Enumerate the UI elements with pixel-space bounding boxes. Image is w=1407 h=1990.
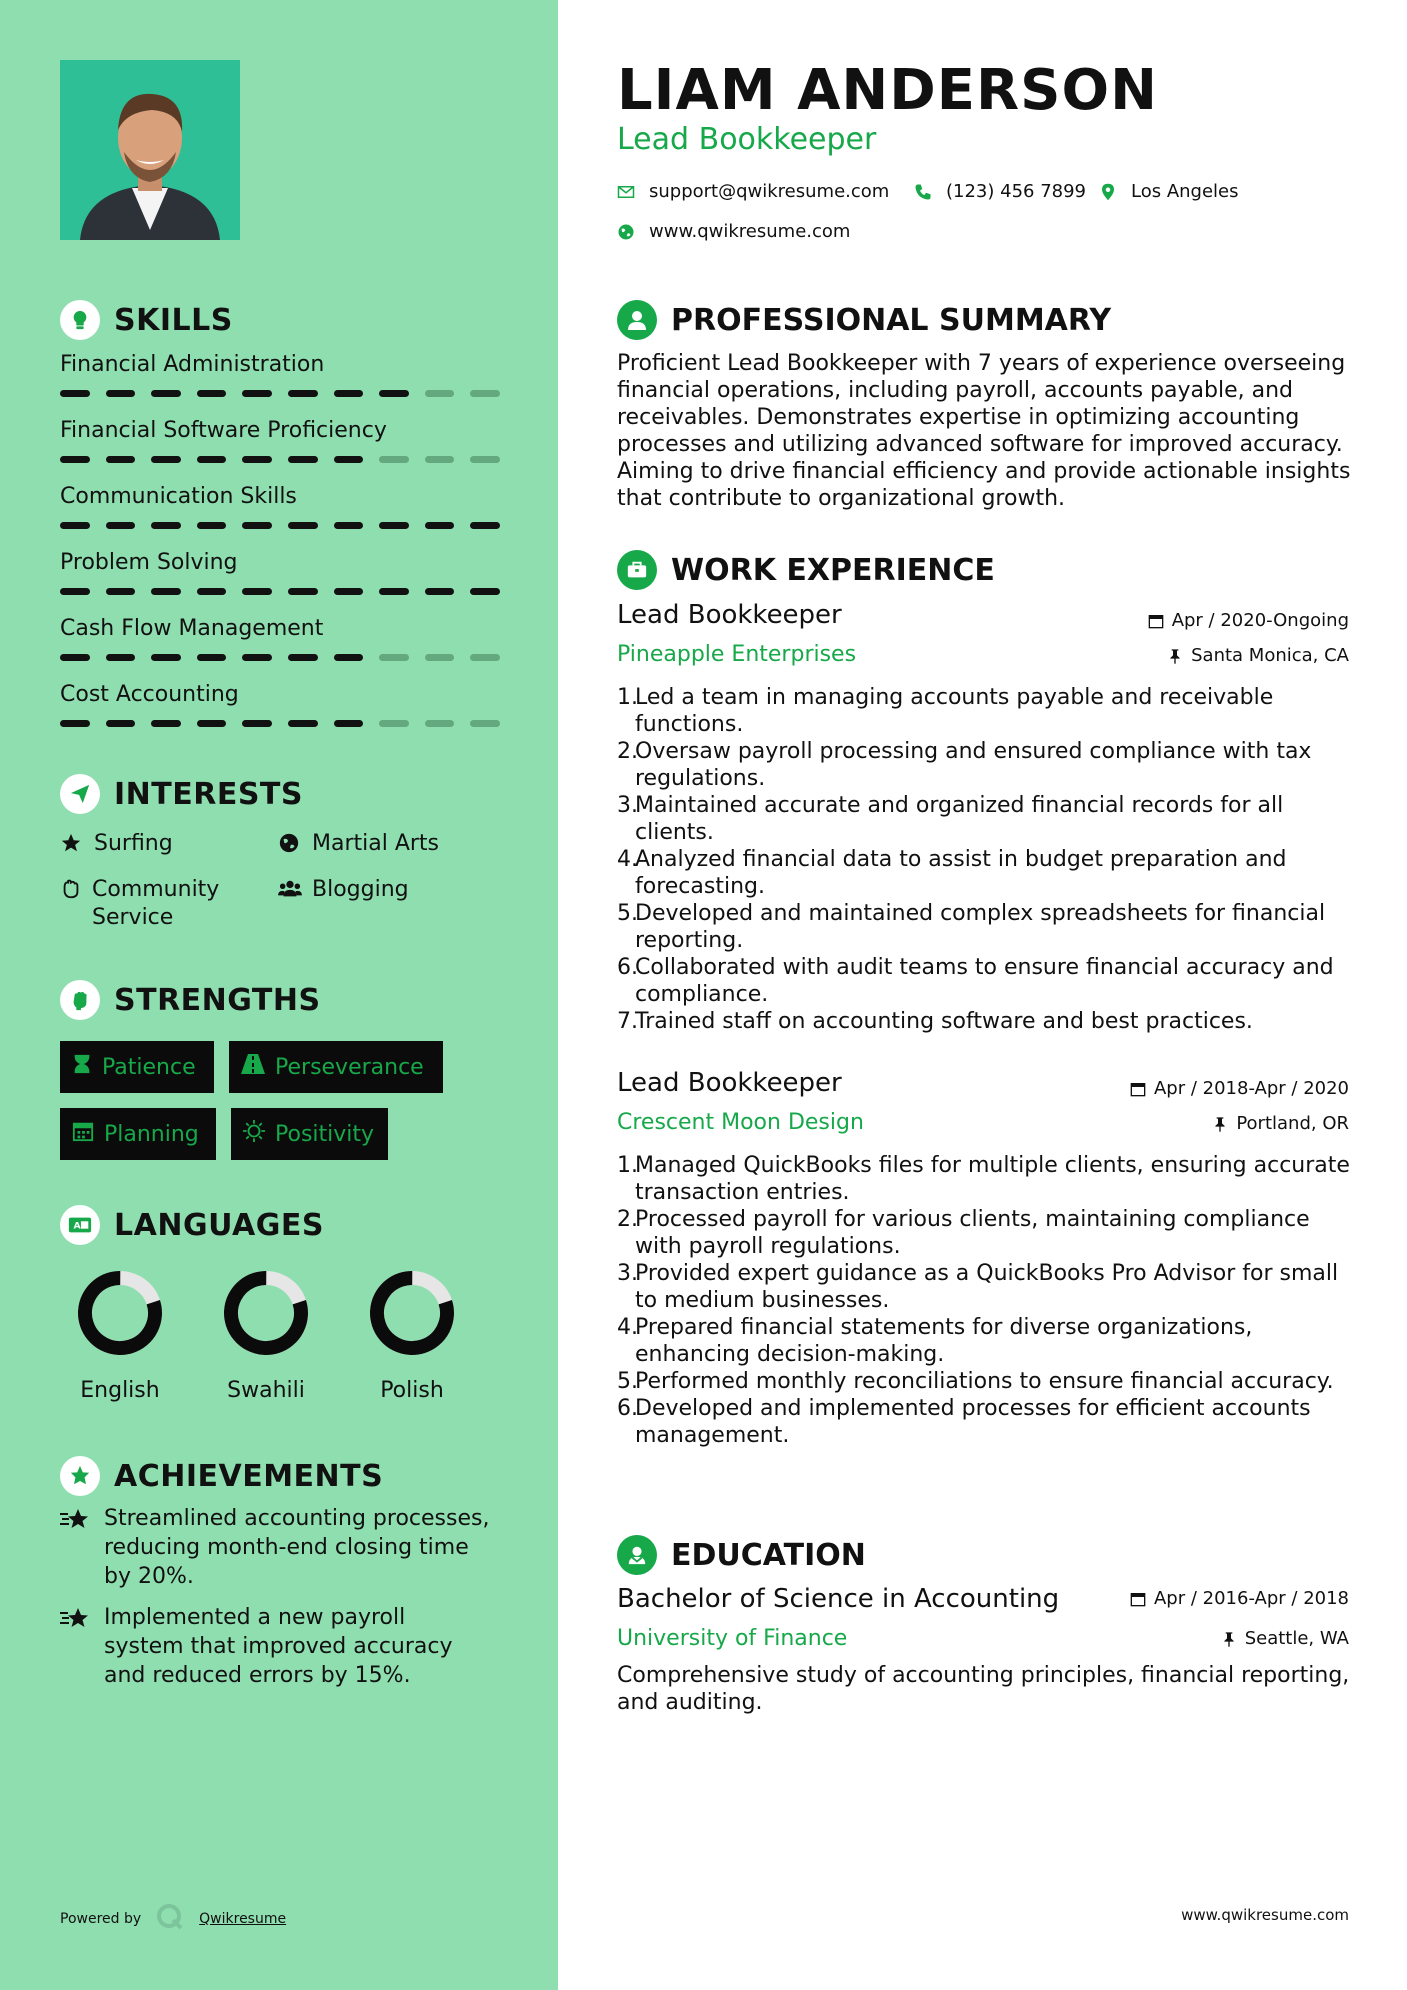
skill-level-dash: [151, 720, 181, 727]
skill-label: Communication Skills: [60, 484, 297, 509]
skill-level-dash: [334, 588, 364, 595]
school: University of Finance: [617, 1626, 848, 1651]
responsibility-item: 3. Provided expert guidance as a QuickBooks Pro Advisor for small to medium businesses.: [617, 1261, 1339, 1313]
skill-level-dash: [334, 390, 364, 397]
skill-level-meter: [60, 390, 500, 397]
language-level-arc: [368, 1269, 456, 1357]
briefcase-icon: [617, 550, 657, 590]
responsibility-item: 7. Trained staff on accounting software and best practices.: [617, 1009, 1253, 1034]
pushpin-icon: [1212, 1116, 1228, 1132]
summary-text: Proficient Lead Bookkeeper with 7 years of experience overseeing financial operations, including payroll, accounts payable, and receivables. Demonstrates expertise in optimizing accounting processes and utilizing advanced software for improved accuracy. Aiming to drive financial efficiency and provide actionable insights that contribute to organizational growth.: [617, 351, 1351, 511]
responsibility-item: 4. Prepared financial statements for diverse organizations, enhancing decision-making.: [617, 1315, 1253, 1367]
award-icon: [60, 1456, 100, 1496]
skill-level-dash: [425, 456, 455, 463]
skill-level-dash: [60, 720, 90, 727]
skill-level-dash: [106, 390, 136, 397]
skill-level-dash: [470, 588, 500, 595]
skill-item: [60, 550, 500, 595]
skill-level-dash: [106, 456, 136, 463]
education-dates: Apr / 2016-Apr / 2018: [1130, 1588, 1349, 1609]
skill-level-dash: [288, 522, 318, 529]
interests-title: INTERESTS: [114, 776, 303, 812]
job-title: Lead Bookkeeper: [617, 600, 842, 630]
achievements-heading: [60, 1456, 383, 1496]
strength-badge: Planning: [60, 1108, 216, 1160]
responsibility-item: 4. Analyzed financial data to assist in budget preparation and forecasting.: [617, 847, 1287, 899]
skill-level-dash: [197, 654, 227, 661]
skill-level-dash: [60, 654, 90, 661]
strengths-heading: [60, 980, 321, 1020]
skill-level-dash: [470, 456, 500, 463]
responsibility-item: 1. Led a team in managing accounts payable and receivable functions.: [617, 685, 1274, 737]
skill-level-meter: [60, 588, 500, 595]
contact-website[interactable]: www.qwikresume.com: [617, 221, 850, 242]
graduate-icon: [617, 1535, 657, 1575]
sidebar: [0, 0, 558, 1990]
skill-level-dash: [288, 456, 318, 463]
skill-level-dash: [288, 720, 318, 727]
skill-level-dash: [288, 654, 318, 661]
summary-heading: [617, 300, 1111, 340]
skill-label: Financial Administration: [60, 352, 325, 377]
strength-badge: Perseverance: [229, 1041, 443, 1093]
star-icon: [60, 832, 84, 856]
skill-item: [60, 616, 500, 661]
calendar-icon: [72, 1120, 94, 1148]
skill-level-dash: [379, 654, 409, 661]
job-responsibilities: [617, 1152, 1352, 1449]
job-dates: Apr / 2018-Apr / 2020: [1130, 1078, 1349, 1099]
skill-level-dash: [60, 390, 90, 397]
road-icon: [241, 1054, 265, 1080]
skill-level-dash: [334, 522, 364, 529]
skill-level-meter: [60, 456, 500, 463]
skill-label: Problem Solving: [60, 550, 238, 575]
skill-item: [60, 484, 500, 529]
powered-by: Powered by Qwikresume: [60, 1902, 286, 1936]
skill-level-dash: [60, 588, 90, 595]
language-level-ring: [75, 1268, 165, 1358]
skills-heading: [60, 300, 233, 340]
interest-item: Surfing: [60, 830, 173, 858]
responsibility-item: 2. Oversaw payroll processing and ensured compliance with tax regulations.: [617, 739, 1312, 791]
skill-level-dash: [151, 654, 181, 661]
skill-level-dash: [60, 456, 90, 463]
skill-level-dash: [242, 390, 272, 397]
job-location: Santa Monica, CA: [1167, 645, 1349, 666]
candidate-name: LIAM ANDERSON: [617, 58, 1158, 123]
skill-level-dash: [379, 720, 409, 727]
education-heading: [617, 1535, 866, 1575]
strengths-title: STRENGTHS: [114, 982, 321, 1018]
job-location: Portland, OR: [1212, 1113, 1349, 1134]
language-level-ring: [367, 1268, 457, 1358]
responsibility-item: 1. Managed QuickBooks files for multiple clients, ensuring accurate transaction entries.: [617, 1153, 1350, 1205]
achievement-item: Streamlined accounting processes, reducing month-end closing time by 20%.: [60, 1504, 490, 1591]
job-company: Pineapple Enterprises: [617, 642, 857, 667]
education-description: Comprehensive study of accounting principles, financial reporting, and auditing.: [617, 1663, 1350, 1715]
envelope-icon: [617, 183, 635, 201]
shooting-star-icon: [60, 1605, 92, 1631]
skill-level-dash: [197, 390, 227, 397]
profile-photo: [60, 60, 240, 240]
language-item: [352, 1268, 472, 1403]
languages-title: LANGUAGES: [114, 1207, 324, 1243]
responsibility-item: 3. Maintained accurate and organized financial records for all clients.: [617, 793, 1284, 845]
skill-label: Financial Software Proficiency: [60, 418, 387, 443]
skill-level-meter: [60, 522, 500, 529]
qwikresume-link[interactable]: Qwikresume: [199, 1911, 287, 1927]
skill-level-dash: [197, 720, 227, 727]
skill-level-dash: [470, 720, 500, 727]
work-heading: [617, 550, 995, 590]
skill-level-meter: [60, 654, 500, 661]
language-label: Swahili: [227, 1378, 305, 1403]
skill-level-dash: [379, 522, 409, 529]
skill-level-dash: [334, 654, 364, 661]
responsibility-item: 2. Processed payroll for various clients, maintaining compliance with payroll regulations.: [617, 1207, 1310, 1259]
calendar-icon: [1130, 1591, 1146, 1607]
skill-level-dash: [242, 456, 272, 463]
calendar-icon: [1130, 1081, 1146, 1097]
skill-level-dash: [288, 588, 318, 595]
skill-level-dash: [425, 588, 455, 595]
skill-level-dash: [425, 720, 455, 727]
skill-level-dash: [470, 654, 500, 661]
skill-level-dash: [379, 390, 409, 397]
language-label: English: [80, 1378, 160, 1403]
contact-location: Los Angeles: [1099, 181, 1239, 202]
skill-level-dash: [242, 522, 272, 529]
responsibility-item: 5. Performed monthly reconciliations to ensure financial accuracy.: [617, 1369, 1334, 1394]
responsibility-item: 6. Collaborated with audit teams to ensure financial accuracy and compliance.: [617, 955, 1334, 1007]
job-title: Lead Bookkeeper: [617, 1068, 842, 1098]
skill-level-dash: [288, 390, 318, 397]
skill-level-dash: [197, 522, 227, 529]
skill-label: Cash Flow Management: [60, 616, 324, 641]
interest-item: Martial Arts: [278, 830, 439, 858]
job-company: Crescent Moon Design: [617, 1110, 864, 1135]
education-location: Seattle, WA: [1221, 1628, 1349, 1649]
summary-title: PROFESSIONAL SUMMARY: [671, 302, 1112, 338]
language-level-arc: [76, 1269, 164, 1357]
degree: Bachelor of Science in Accounting: [617, 1584, 1060, 1614]
users-icon: [278, 878, 302, 902]
skill-level-dash: [242, 654, 272, 661]
strength-badge: Positivity: [231, 1108, 388, 1160]
language-level-ring: [221, 1268, 311, 1358]
skill-level-dash: [151, 456, 181, 463]
calendar-icon: [1148, 613, 1164, 629]
work-title: WORK EXPERIENCE: [671, 552, 995, 588]
skill-level-dash: [470, 522, 500, 529]
skill-level-dash: [425, 522, 455, 529]
skill-level-dash: [106, 522, 136, 529]
pushpin-icon: [1167, 648, 1183, 664]
skill-level-dash: [106, 654, 136, 661]
lightbulb-icon: [60, 300, 100, 340]
language-item: [60, 1268, 180, 1403]
languages-heading: [60, 1205, 324, 1245]
phone-icon: [914, 183, 932, 201]
skill-level-meter: [60, 720, 500, 727]
skill-item: [60, 352, 500, 397]
svg-text:A: A: [73, 1220, 81, 1232]
education-title: EDUCATION: [671, 1537, 866, 1573]
skill-level-dash: [425, 390, 455, 397]
skills-title: SKILLS: [114, 302, 233, 338]
map-marker-icon: [1099, 183, 1117, 201]
skill-level-dash: [197, 456, 227, 463]
globe-icon: [278, 832, 302, 856]
language-icon: [60, 1205, 100, 1245]
responsibility-item: 6. Developed and implemented processes for efficient accounts management.: [617, 1396, 1311, 1448]
contact-phone[interactable]: (123) 456 7899: [914, 181, 1086, 202]
qwikresume-logo-icon: [155, 1902, 185, 1936]
sun-icon: [243, 1120, 265, 1148]
skill-level-dash: [197, 588, 227, 595]
job-responsibilities: [617, 684, 1352, 1035]
language-level-arc: [222, 1269, 310, 1357]
skill-level-dash: [151, 390, 181, 397]
interests-heading: [60, 774, 303, 814]
skill-item: [60, 682, 500, 727]
hand-icon: [60, 878, 82, 902]
interest-item: Blogging: [278, 876, 409, 904]
pushpin-icon: [1221, 1631, 1237, 1647]
globe-icon: [617, 223, 635, 241]
skill-level-dash: [242, 588, 272, 595]
skill-level-dash: [470, 390, 500, 397]
fist-icon: [60, 980, 100, 1020]
skill-level-dash: [106, 588, 136, 595]
user-icon: [617, 300, 657, 340]
strength-badge: Patience: [60, 1041, 214, 1093]
candidate-title: Lead Bookkeeper: [617, 122, 877, 157]
interest-item: Community Service: [60, 876, 260, 932]
skill-item: [60, 418, 500, 463]
achievements-title: ACHIEVEMENTS: [114, 1458, 384, 1494]
hourglass-icon: [72, 1053, 92, 1081]
skill-label: Cost Accounting: [60, 682, 239, 707]
skill-level-dash: [379, 588, 409, 595]
contact-email[interactable]: support@qwikresume.com: [617, 181, 889, 202]
language-label: Polish: [380, 1378, 444, 1403]
skill-level-dash: [106, 720, 136, 727]
language-item: [206, 1268, 326, 1403]
achievement-item: Implemented a new payroll system that improved accuracy and reduced errors by 15%.: [60, 1603, 490, 1690]
skill-level-dash: [151, 588, 181, 595]
shooting-star-icon: [60, 1506, 92, 1532]
responsibility-item: 5. Developed and maintained complex spreadsheets for financial reporting.: [617, 901, 1326, 953]
skill-level-dash: [334, 456, 364, 463]
skill-level-dash: [425, 654, 455, 661]
skill-level-dash: [151, 522, 181, 529]
skill-level-dash: [334, 720, 364, 727]
skill-level-dash: [242, 720, 272, 727]
job-dates: Apr / 2020-Ongoing: [1148, 610, 1349, 631]
skill-level-dash: [379, 456, 409, 463]
footer-website[interactable]: www.qwikresume.com: [1181, 1906, 1349, 1924]
paper-plane-icon: [60, 774, 100, 814]
skill-level-dash: [60, 522, 90, 529]
